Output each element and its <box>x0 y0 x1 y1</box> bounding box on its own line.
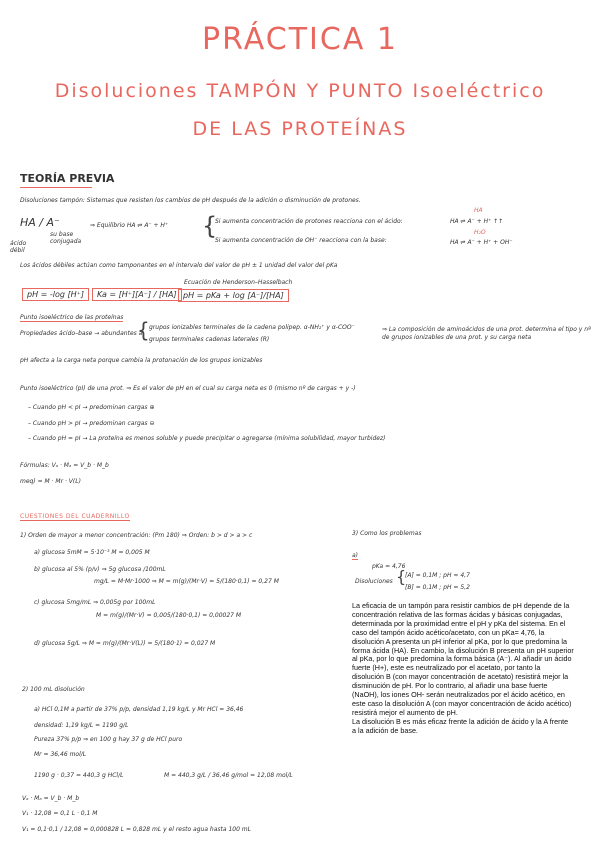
q3-a: a) <box>352 552 359 559</box>
q2a-molarity: M = 440,3 g/L / 36,46 g/mol = 12,08 mol/L <box>164 772 293 779</box>
q1a: a) glucosa 5mM = 5·10⁻³ M = 0,005 M <box>34 549 150 556</box>
brace-line2: Si aumenta concentración de OH⁻ reacciona con la base: <box>215 237 387 244</box>
composition-result: ⇒ La composición de aminoácidos de una prot. determina el tipo y nº de grupos ionizables de una prot. y su carga neta <box>382 326 591 341</box>
tampon-definition: Disoluciones tampón: Sistemas que resisten los cambios de pH después de la adición o disminución de protones. <box>20 197 361 204</box>
q3-pka: pKa = 4,76 <box>372 563 406 570</box>
hh-label: Ecuación de Henderson–Hasselbach <box>184 279 293 286</box>
ka-equation: Ka = [H⁺][A⁻] / [HA] <box>92 288 182 301</box>
reaction-h2o: H₂O <box>474 229 486 236</box>
q1c: c) glucosa 5mg/mL ⇒ 0,005g por 100mL <box>34 599 156 606</box>
q3-disolucion-a: [A] = 0,1M ; pH ≈ 4,7 <box>405 572 470 579</box>
page-title: PRÁCTICA 1 <box>202 22 398 57</box>
acid-label: ácido débil <box>10 240 27 254</box>
brace-line1: Si aumenta concentración de protones reacciona con el ácido: <box>215 218 403 225</box>
typed-answer <box>352 602 574 736</box>
group-brace: { <box>137 318 150 342</box>
q2a-density: densidad: 1,19 kg/L = 1190 g/L <box>34 722 129 729</box>
group-terminal: grupos ionizables terminales de la cadena polipep. α-NH₂⁺ y α-COO⁻ <box>149 324 355 331</box>
teoria-heading-underline <box>20 187 92 188</box>
q3-statement: 3) Como los problemas <box>352 530 422 537</box>
q2a: a) HCl 0,1M a partir de 37% p/p, densidad 1,19 kg/L y Mr HCl = 36,46 <box>34 706 244 713</box>
q2a-mass: 1190 g · 0,37 = 440,3 g HCl/L <box>34 772 124 779</box>
q3-disolucion-b: [B] = 0,1M ; pH = 5,2 <box>405 584 470 591</box>
q2-statement: 2) 100 mL disolución <box>22 686 85 693</box>
ha-label: HA / A⁻ <box>20 216 60 229</box>
reaction1: HA ⇌ A⁻ + H⁺ ↑↑ <box>450 218 504 225</box>
formulas: Fórmulas: Vₐ · Mₐ = V_b · M_b <box>20 462 109 469</box>
weak-acids-note: Los ácidos débiles actúan como tamponantes en el intervalo del valor de pH ± 1 unidad del valor del pKa <box>20 262 338 269</box>
q1b-calc: mg/L = M·Mr·1000 ⇒ M = m(g)/(Mr·V) = 5/(180·0,1) = 0,27 M <box>94 578 279 585</box>
acid-base-props: Propiedades ácido–base → abundantes a <box>20 330 143 337</box>
q1b: b) glucosa al 5% (p/v) ⇒ 5g glucosa /100mL <box>34 566 166 573</box>
base-label: su base conjugada <box>50 231 82 245</box>
case-ph-equal: – Cuando pH = pI → La proteína es menos soluble y puede precipitar o agregarse (mínima solubilidad, mayor turbidez) <box>28 435 386 442</box>
cuestiones-heading: CUESTIONES DEL CUADERNILLO <box>20 513 130 520</box>
pi-heading: Punto isoeléctrico de las proteínas <box>20 314 124 321</box>
brace: { <box>202 212 218 240</box>
group-sidechain: grupos terminales cadenas laterales (R) <box>149 336 270 343</box>
pi-definition: Punto isoeléctrico (pI) de una prot. ⇒ Es el valor de pH en el cual su carga neta es 0 (mismo nº de cargas + y -) <box>20 385 356 392</box>
q2a-purity: Pureza 37% p/p ⇒ en 100 g hay 37 g de HCl puro <box>34 736 183 743</box>
q3-brace: { <box>396 567 407 586</box>
case-ph-higher: – Cuando pH > pI → predominan cargas ⊖ <box>28 420 155 427</box>
q2a-substitution: V₁ · 12,08 = 0,1 L · 0,1 M <box>22 810 98 817</box>
ph-effect-note: pH afecta a la carga neta porque cambia la protonación de los grupos ionizables <box>20 357 263 364</box>
q2a-result: V₁ = 0,1·0,1 / 12,08 = 0,000828 L = 0,828 mL y el resto agua hasta 100 mL <box>22 826 251 833</box>
typed-answer-paragraph: La eficacia de un tampón para resistir cambios de pH depende de la concentración relativa de las formas ácidas y básicas conjugadas, determinada por la proximidad entre el pH y pKa del sistema. En el caso del tampón ácido acético/acetato, con un pKa= 4,76, la disolución A presenta un pH inferior al pKa, por lo que predomina la forma ácida (HA). En cambio, la disolución B presenta un pH superior al pKa, por lo que predomina la forma básica (A⁻). Al añadir un ácido fuerte (H+), este es neutralizado por el acetato, por tanto la disolución B (con mayor concentración de acetato) resistirá mejor la disminución de pH. Por lo contrario, al añadir una base fuerte (NaOH), los iones OH- serán neutralizados por el ácido acético, en este caso la disolución A (con mayor concentración de ácido acético) resistirá mejor el aumento de pH. <box>352 601 574 717</box>
reaction2: HA ⇌ A⁻ + H⁺ + OH⁻ <box>450 239 513 246</box>
typed-answer-conclusion: La disolución B es más eficaz frente la adición de ácido y la A frente a la adición de base. <box>352 716 569 735</box>
hh-equation: pH = pKa + log [A⁻]/[HA] <box>178 289 289 302</box>
equilibrium: ⇒ Equilibrio HA ⇌ A⁻ + H⁺ <box>90 222 169 229</box>
q2a-mr: Mr = 36,46 mol/L <box>34 751 87 758</box>
meq-formula: meq) = M · Mr · V(L) <box>20 478 81 485</box>
page-subtitle-line2: DE LAS PROTEÍNAS <box>192 118 408 140</box>
q1d: d) glucosa 5g/L ⇒ M = m(g)/(Mr·V(L)) = 5/(180·1) = 0,027 M <box>34 640 216 647</box>
reaction-top: HA <box>474 207 483 214</box>
case-ph-lower: – Cuando pH < pI → predominan cargas ⊕ <box>28 404 155 411</box>
page-subtitle-line1: Disoluciones TAMPÓN Y PUNTO Isoeléctrico <box>54 80 546 102</box>
q2a-dilution: Vₐ · Mₐ = V_b · M_b <box>22 795 80 802</box>
q1-statement: 1) Orden de mayor a menor concentración: (Pm 180) ⇒ Orden: b > d > a > c <box>20 532 253 539</box>
q1c-calc: M = m(g)/(Mr·V) = 0,005/(180·0,1) = 0,00027 M <box>96 612 242 619</box>
q3-disoluciones: Disoluciones <box>355 578 393 585</box>
ph-equation: pH = -log [H⁺] <box>22 288 89 301</box>
teoria-heading: TEORÍA PREVIA <box>20 172 115 185</box>
